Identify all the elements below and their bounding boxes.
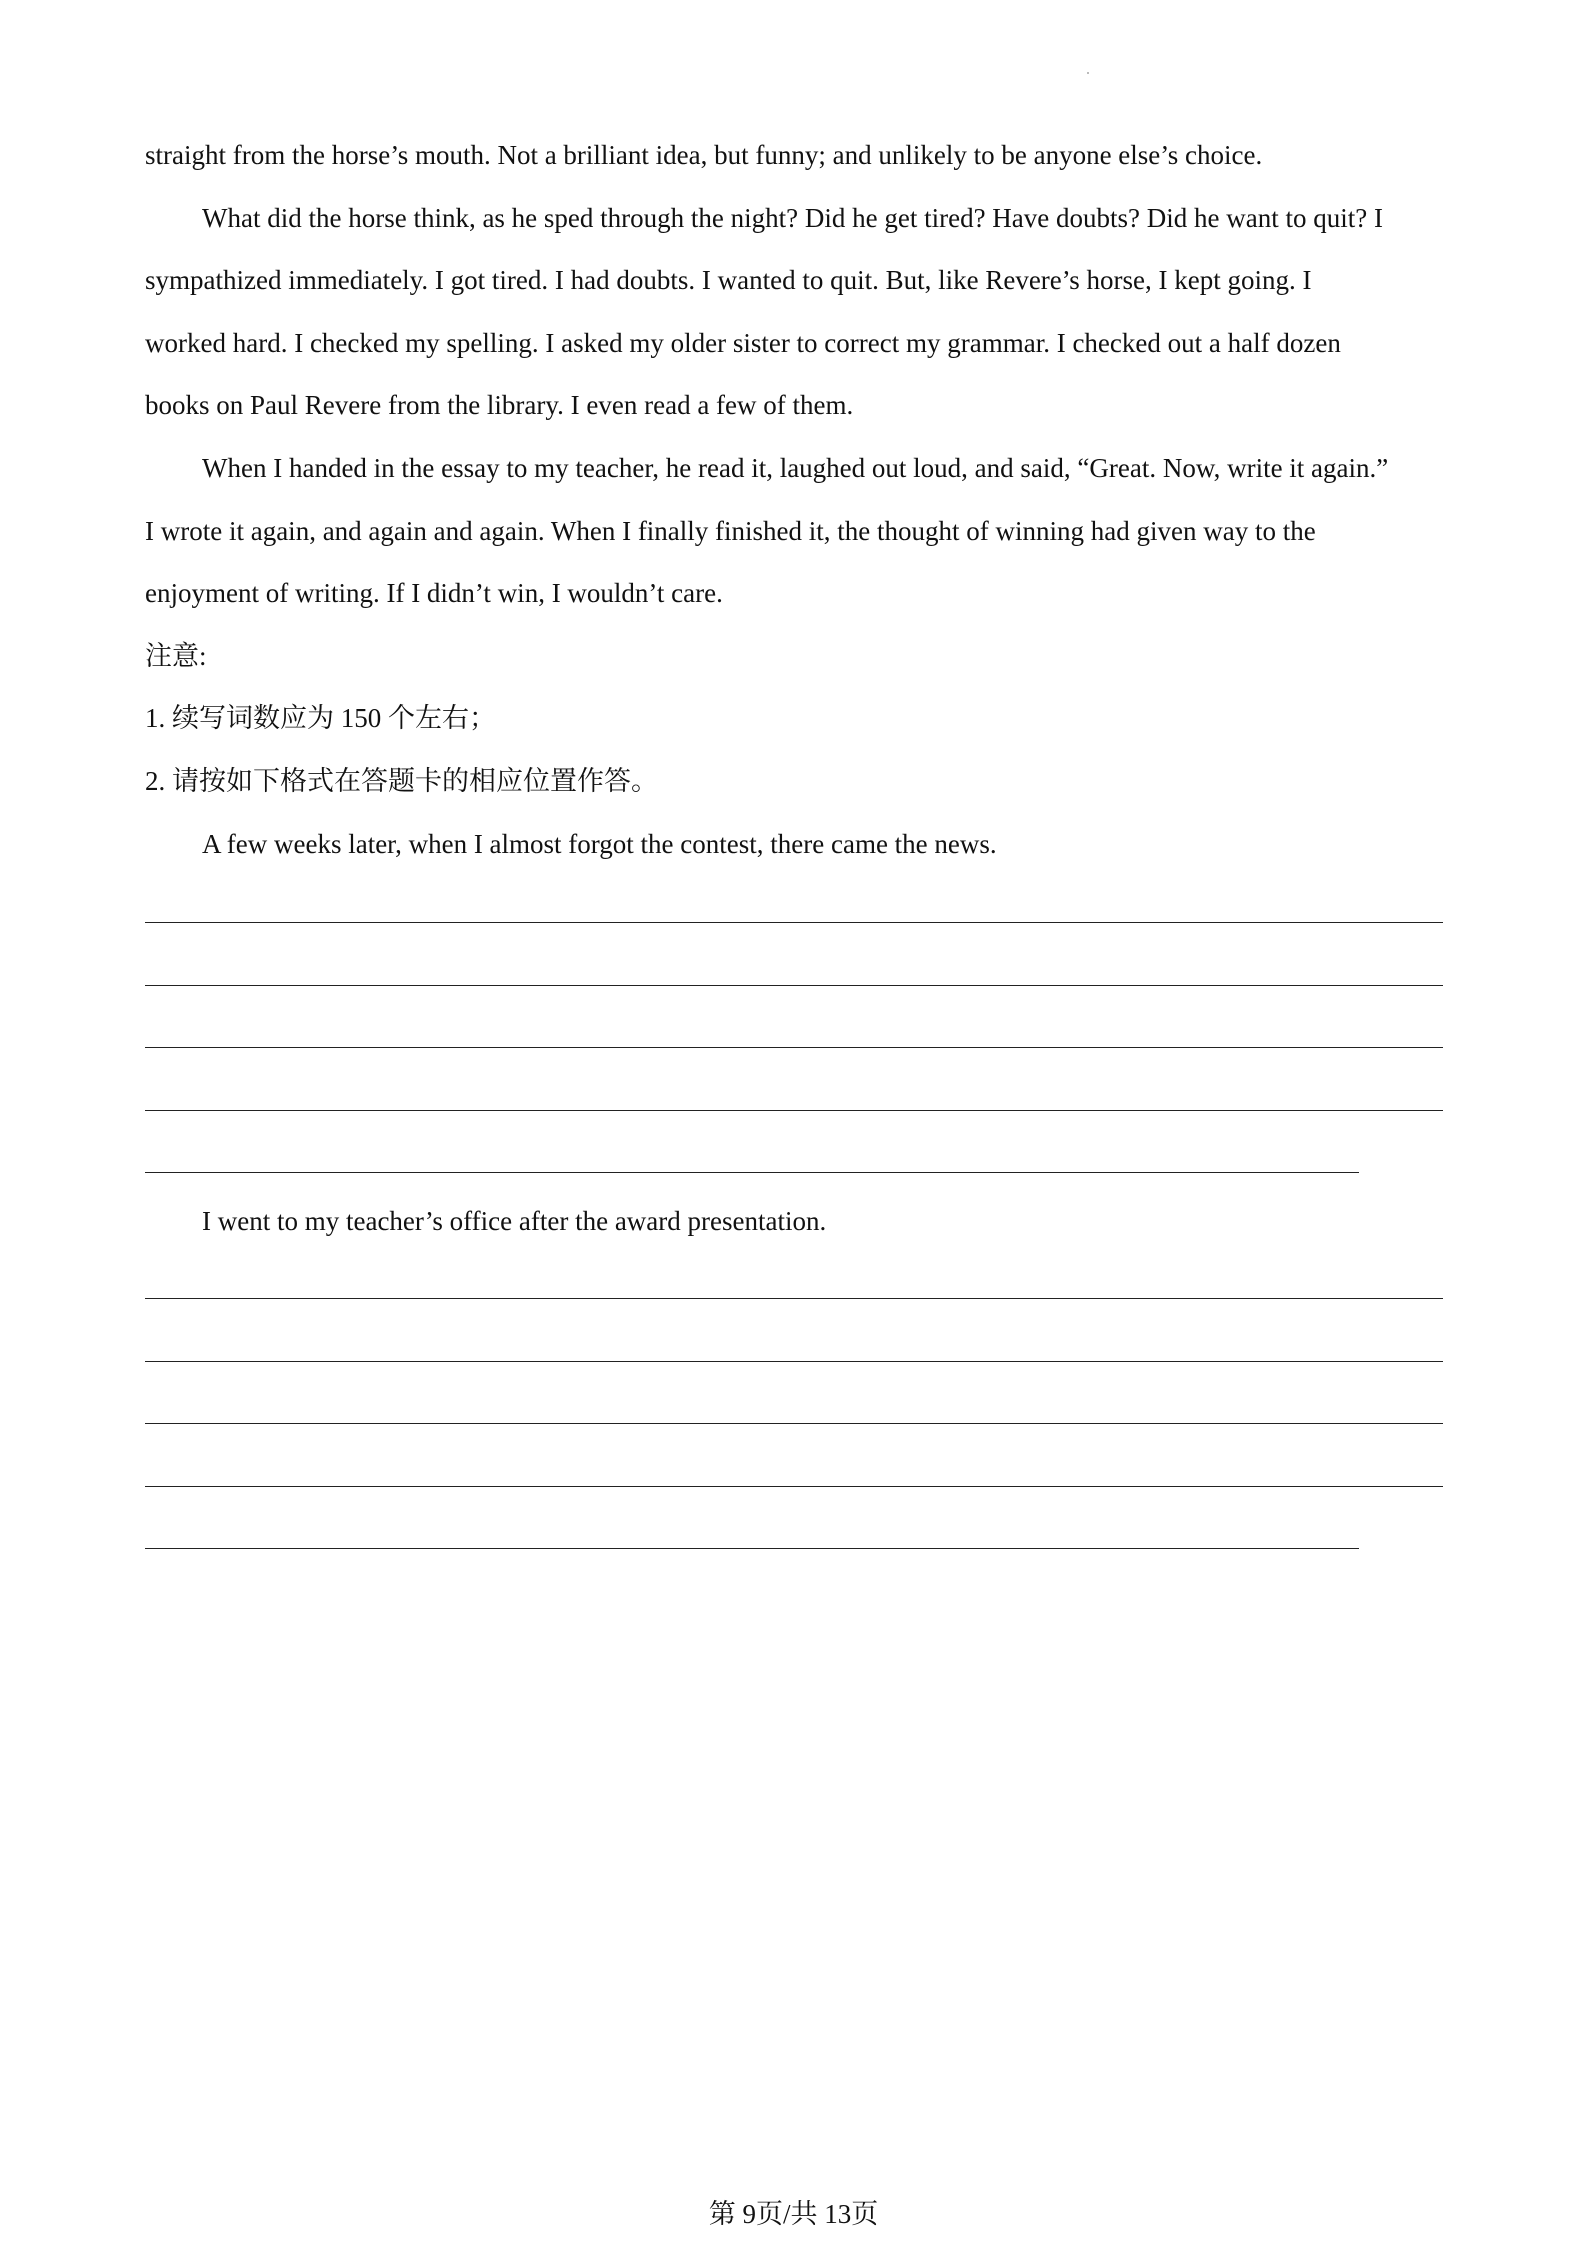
notes-item-2: 2. 请按如下格式在答题卡的相应位置作答。 (145, 766, 658, 796)
notes-heading: 注意: (145, 641, 207, 671)
paragraph3-line2: I wrote it again, and again and again. When I finally finished it, the thought of winning had given way to the (145, 516, 1316, 546)
answer-line[interactable] (145, 1047, 1443, 1048)
paragraph2-line2: sympathized immediately. I got tired. I had doubts. I wanted to quit. But, like Revere’s horse, I kept going. I (145, 265, 1312, 295)
answer-line[interactable] (145, 1486, 1443, 1487)
answer-line[interactable] (145, 1172, 1359, 1173)
answer-line[interactable] (145, 1423, 1443, 1424)
prompt-second: I went to my teacher’s office after the award presentation. (202, 1206, 827, 1236)
paragraph1-line1: straight from the horse’s mouth. Not a brilliant idea, but funny; and unlikely to be anyone else’s choice. (145, 140, 1263, 170)
paragraph3-line3: enjoyment of writing. If I didn’t win, I wouldn’t care. (145, 578, 723, 608)
answer-line[interactable] (145, 1361, 1443, 1362)
answer-line[interactable] (145, 1110, 1443, 1111)
notes-item-1: 1. 续写词数应为 150 个左右； (145, 703, 496, 733)
answer-line[interactable] (145, 985, 1443, 986)
prompt-first: A few weeks later, when I almost forgot the contest, there came the news. (202, 829, 997, 859)
answer-line[interactable] (145, 922, 1443, 923)
answer-line[interactable] (145, 1298, 1443, 1299)
page-number-footer: 第 9页/共 13页 (708, 2199, 879, 2229)
paragraph2-line1: What did the horse think, as he sped through the night? Did he get tired? Have doubts? Did he want to quit? I (202, 203, 1383, 233)
paragraph2-line3: worked hard. I checked my spelling. I asked my older sister to correct my grammar. I checked out a half dozen (145, 328, 1341, 358)
scan-speck (1087, 72, 1089, 74)
answer-line[interactable] (145, 1548, 1359, 1549)
paragraph3-line1: When I handed in the essay to my teacher, he read it, laughed out loud, and said, “Great. Now, write it again.” (202, 453, 1389, 483)
paragraph2-line4: books on Paul Revere from the library. I even read a few of them. (145, 390, 854, 420)
